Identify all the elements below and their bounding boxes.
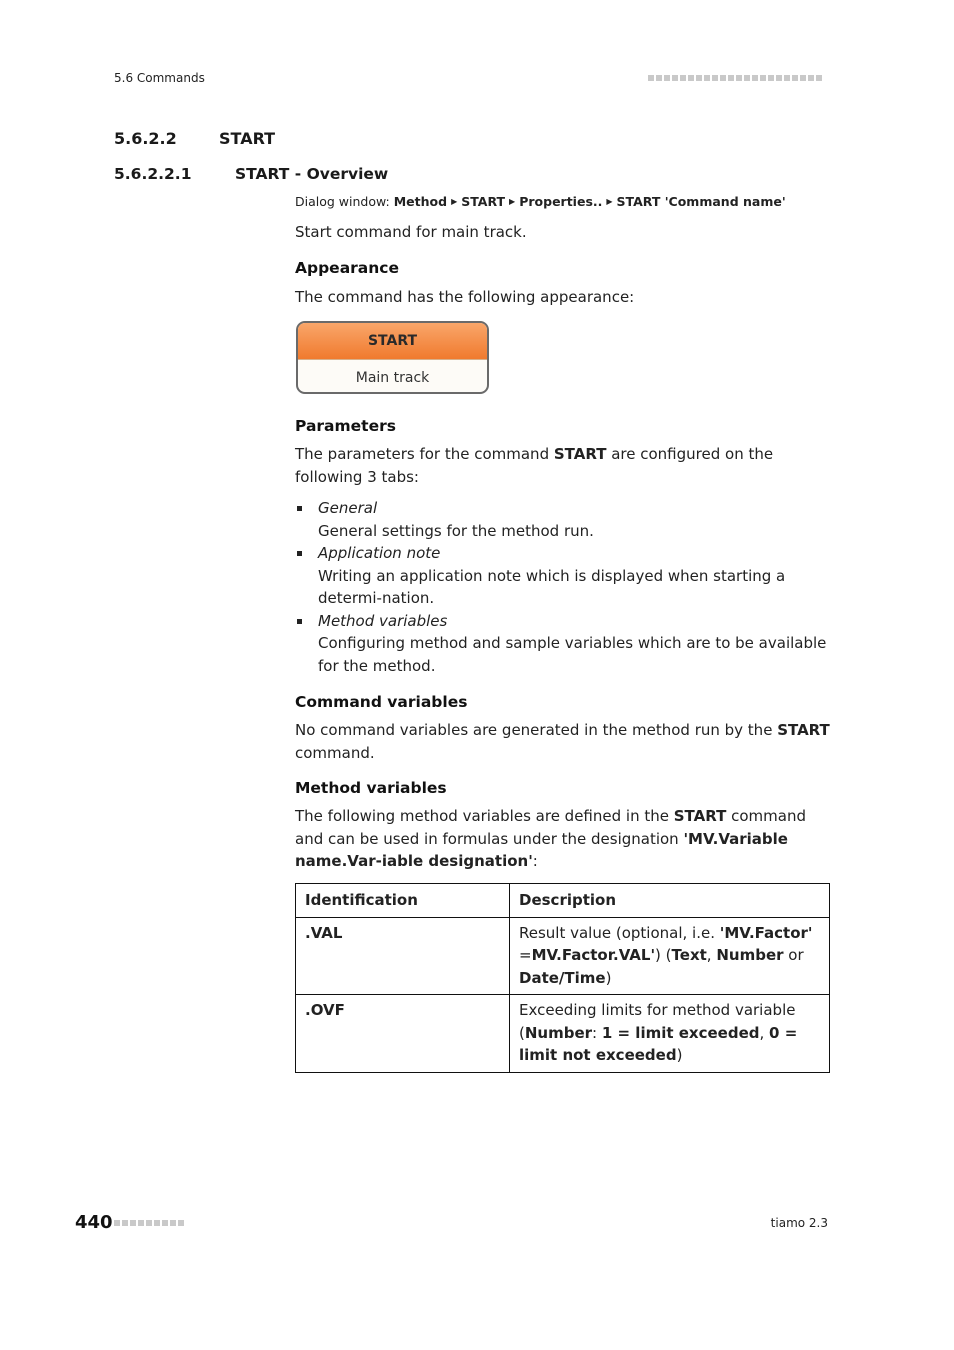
start-command-box [296, 321, 489, 394]
method-variables-text-part: command and can be used in formulas under the designation [295, 807, 806, 848]
table-row [296, 995, 830, 1073]
parameters-text-part: are configured on the following 3 tabs: [295, 445, 774, 486]
bullet-icon [297, 506, 302, 511]
column-header-description: Description [510, 884, 830, 918]
cell-description: Exceeding limits for method variable (Number: 1 = limit exceeded, 0 = limit not exceeded) [510, 995, 830, 1073]
cell-identification: .OVF [296, 995, 510, 1073]
tabs-list [295, 497, 830, 677]
designation-format: 'MV.Variable name.Var-iable designation' [295, 829, 788, 870]
table-row [296, 917, 830, 995]
list-item [295, 542, 830, 610]
header-decoration-dots [648, 75, 822, 81]
dialog-path-step: START 'Command name' [616, 194, 786, 209]
parameters-text-part: The parameters for the command [295, 445, 554, 463]
command-variables-text-part: No command variables are generated in the method run by the [295, 721, 778, 739]
list-item [295, 497, 830, 542]
method-variables-table [295, 883, 830, 1073]
command-variables-text [295, 719, 830, 764]
dialog-path-step: Properties.. [519, 194, 603, 209]
column-header-identification: Identification [296, 884, 510, 918]
tab-name: General [318, 499, 378, 517]
tab-name: Application note [318, 544, 441, 562]
intro-text: Start command for main track. [295, 223, 527, 241]
parameters-heading: Parameters [295, 417, 396, 435]
page-number: 440 [75, 1212, 113, 1233]
command-name: START [777, 721, 830, 739]
parameters-text [295, 443, 830, 488]
arrow-right-icon: ▶ [509, 197, 516, 206]
command-name: START [673, 807, 727, 825]
heading-3-number: 5.6.2.2.1 [114, 165, 192, 183]
command-variables-text-part: command. [295, 743, 375, 762]
method-variables-heading: Method variables [295, 779, 447, 797]
list-item [295, 610, 830, 678]
cell-identification: .VAL [296, 917, 510, 995]
footer-product: tiamo 2.3 [770, 1216, 828, 1230]
method-variables-text [295, 805, 830, 873]
footer-decoration-dots [114, 1220, 184, 1226]
bullet-icon [297, 619, 302, 624]
heading-3-title: START - Overview [235, 165, 389, 183]
dialog-path-step: Method [393, 194, 448, 209]
method-variables-text-part: : [532, 852, 538, 870]
heading-2-number: 5.6.2.2 [114, 129, 177, 148]
appearance-text: The command has the following appearance: [295, 288, 635, 306]
dialog-path-step: START [461, 194, 506, 209]
method-variables-text-part: The following method variables are defined in the [295, 807, 674, 825]
bullet-icon [297, 551, 302, 556]
dialog-path [295, 194, 786, 209]
parameters-command-name: START [553, 445, 607, 463]
dialog-path-prefix: Dialog window: [295, 194, 390, 209]
tab-description: General settings for the method run. [318, 521, 594, 540]
running-header-section: 5.6 Commands [114, 71, 205, 85]
appearance-heading: Appearance [295, 259, 399, 277]
heading-2-title: START [219, 129, 276, 148]
start-command-title: START [298, 323, 487, 360]
arrow-right-icon: ▶ [606, 197, 613, 206]
tab-name: Method variables [318, 611, 448, 630]
start-command-label: Main track [355, 369, 430, 386]
table-header-row [296, 884, 830, 918]
tab-description: Writing an application note which is displayed when starting a determi-nation. [318, 566, 786, 607]
cell-description: Result value (optional, i.e. 'MV.Factor' =MV.Factor.VAL') (Text, Number or Date/Time) [510, 917, 830, 995]
command-variables-heading: Command variables [295, 693, 468, 711]
arrow-right-icon: ▶ [451, 197, 458, 206]
tab-description: Configuring method and sample variables which are to be available for the method. [318, 634, 827, 675]
